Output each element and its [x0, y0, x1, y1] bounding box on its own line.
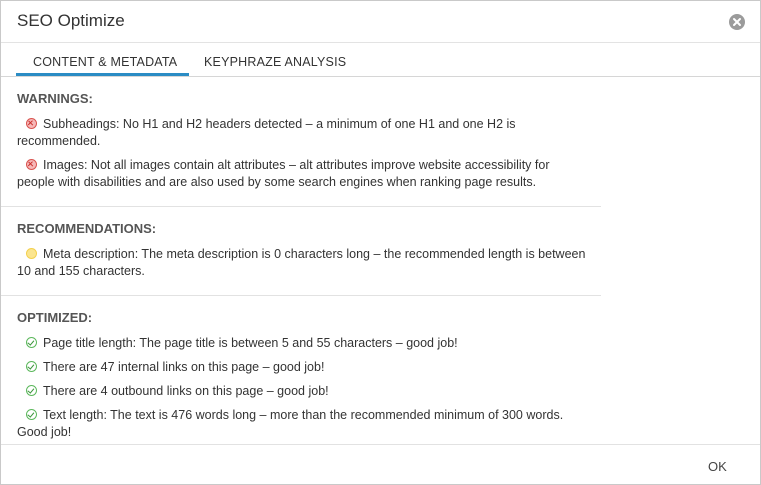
- check-icon: [26, 385, 37, 396]
- list-item: [17, 246, 587, 280]
- list-item: [17, 157, 587, 191]
- list-item: [17, 335, 587, 352]
- error-icon: [26, 118, 37, 129]
- ok-button[interactable]: OK: [708, 459, 727, 474]
- tab-bar: [1, 43, 760, 77]
- section-title-optimized: OPTIMIZED:: [17, 310, 93, 325]
- check-icon: [26, 361, 37, 372]
- seo-results: [1, 77, 760, 456]
- error-icon: [26, 159, 37, 170]
- section-title-recommendations: RECOMMENDATIONS:: [17, 221, 157, 236]
- dialog-footer: [1, 444, 760, 485]
- list-item: [17, 383, 587, 400]
- list-item: [17, 407, 587, 441]
- dialog-title-bar: [1, 1, 760, 43]
- active-tab-indicator: [16, 73, 189, 76]
- warning-icon: [26, 248, 37, 259]
- item-text: Meta description: The meta description is 0 characters long – the recommended length is between 10 and 155 characters.: [17, 247, 586, 278]
- close-icon[interactable]: [729, 14, 745, 30]
- recommendations-section: [1, 207, 601, 296]
- tab-keyphraze-analysis[interactable]: KEYPHRAZE ANALYSIS: [204, 55, 347, 69]
- dialog-title: SEO Optimize: [17, 11, 125, 30]
- check-icon: [26, 409, 37, 420]
- item-text: Images: Not all images contain alt attributes – alt attributes improve website accessibility for people with disabilities and are also used by some search engines when ranking page results.: [17, 158, 550, 189]
- item-text: There are 4 outbound links on this page – good job!: [43, 384, 329, 398]
- list-item: [17, 359, 587, 376]
- section-title-warnings: WARNINGS:: [17, 91, 93, 106]
- check-icon: [26, 337, 37, 348]
- item-text: Page title length: The page title is between 5 and 55 characters – good job!: [43, 336, 458, 350]
- item-text: Text length: The text is 476 words long – more than the recommended minimum of 300 words. Good job!: [17, 408, 564, 439]
- warnings-section: [1, 77, 601, 207]
- list-item: [17, 116, 587, 150]
- item-text: Subheadings: No H1 and H2 headers detected – a minimum of one H1 and one H2 is recommended.: [17, 117, 516, 148]
- item-text: There are 47 internal links on this page – good job!: [43, 360, 325, 374]
- optimized-section: [1, 296, 601, 456]
- tab-content-metadata[interactable]: CONTENT & METADATA: [33, 55, 178, 69]
